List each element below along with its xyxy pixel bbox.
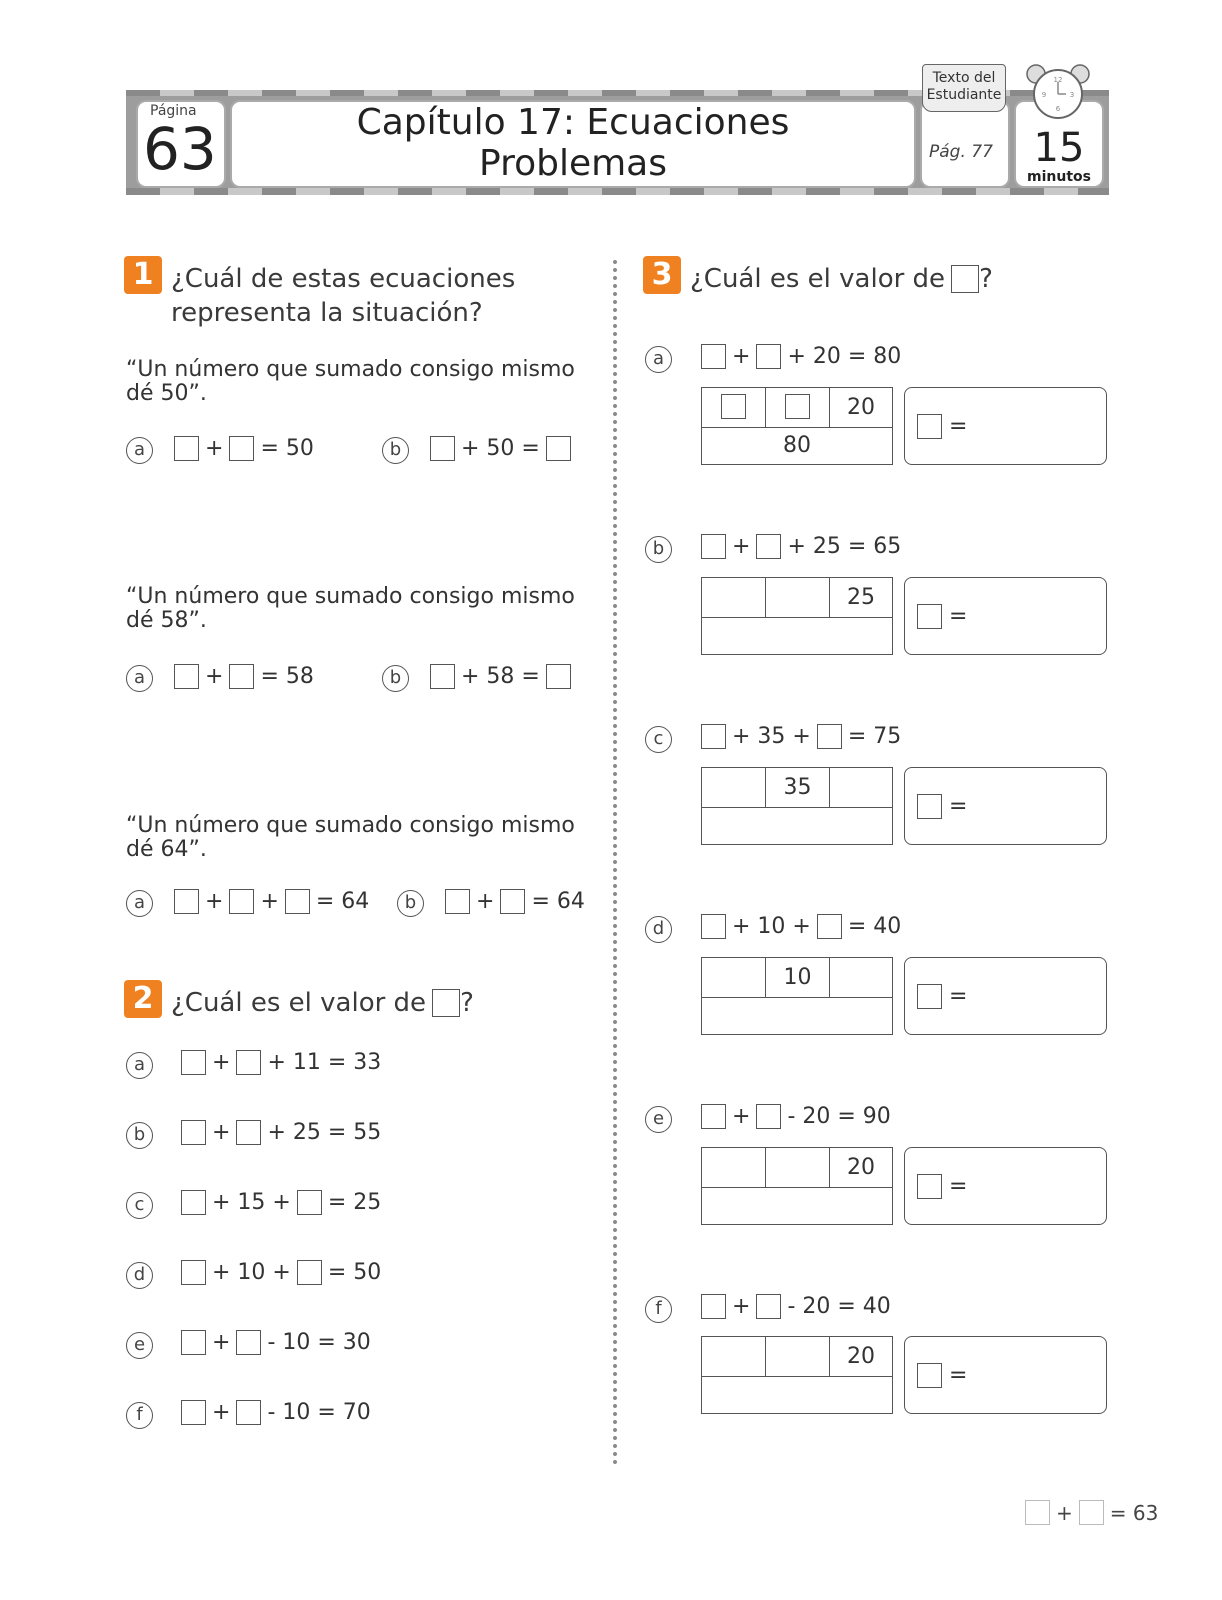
book-page: Pág. 77 <box>929 142 993 162</box>
blank-box[interactable] <box>236 1050 261 1075</box>
item-f-marker: f <box>126 1402 153 1429</box>
bar-total <box>702 1187 892 1224</box>
blank-box[interactable] <box>817 724 842 749</box>
option-b-marker[interactable]: b <box>382 665 409 692</box>
footer-page-equation: + = 63 <box>1025 1500 1160 1525</box>
equation-option-a: + = 58 <box>174 664 316 689</box>
bar-model <box>701 577 893 655</box>
blank-box[interactable] <box>181 1400 206 1425</box>
blank-box[interactable] <box>229 664 254 689</box>
column-divider <box>613 258 617 1464</box>
blank-box[interactable] <box>229 889 254 914</box>
section1-number: 1 <box>124 256 162 294</box>
equation-option-b: + 58 = <box>430 664 571 689</box>
answer-box: = <box>904 577 1107 655</box>
answer-box: = <box>904 767 1107 845</box>
blank-box[interactable] <box>236 1330 261 1355</box>
bar-known-part: 25 <box>847 585 875 610</box>
equation-b: + + 25 = 55 <box>181 1120 383 1145</box>
item-c-marker: c <box>126 1192 153 1219</box>
blank-box[interactable] <box>756 344 781 369</box>
blank-box[interactable] <box>701 1104 726 1129</box>
equation-c: + 35 + = 75 <box>701 724 903 749</box>
option-b-marker[interactable]: b <box>382 437 409 464</box>
chapter-title-line2: Problemas <box>479 143 667 184</box>
situation-quote: “Un número que sumado consigo mismo dé 50”. <box>126 357 575 406</box>
book-label-line2: Estudiante <box>926 87 1002 103</box>
bar-known-part: 35 <box>766 768 830 807</box>
blank-box <box>785 394 810 419</box>
blank-box <box>917 794 942 819</box>
alarm-clock-icon <box>1022 62 1094 124</box>
blank-box <box>917 604 942 629</box>
option-a-marker[interactable]: a <box>126 665 153 692</box>
blank-box[interactable] <box>181 1120 206 1145</box>
option-a-marker[interactable]: a <box>126 890 153 917</box>
blank-box[interactable] <box>229 436 254 461</box>
blank-box[interactable] <box>297 1190 322 1215</box>
blank-box[interactable] <box>181 1260 206 1285</box>
section1-question-line2: representa la situación? <box>171 298 483 328</box>
situation-quote: “Un número que sumado consigo mismo dé 64”. <box>126 813 575 862</box>
title-box <box>230 100 916 188</box>
bar-model <box>701 1147 893 1225</box>
blank-box[interactable] <box>174 436 199 461</box>
clock-number-9: 9 <box>1041 91 1047 99</box>
blank-box[interactable] <box>181 1190 206 1215</box>
bar-known-part: 20 <box>847 395 875 420</box>
item-d-marker: d <box>645 916 672 943</box>
equation-e: + - 10 = 30 <box>181 1330 373 1355</box>
blank-box[interactable] <box>430 436 455 461</box>
bar-model <box>701 767 893 845</box>
blank-box[interactable] <box>174 889 199 914</box>
blank-box <box>1025 1500 1050 1525</box>
blank-box <box>721 394 746 419</box>
section3-number: 3 <box>643 256 681 294</box>
equation-f: + - 20 = 40 <box>701 1294 893 1319</box>
bar-model <box>701 957 893 1035</box>
item-d-marker: d <box>126 1262 153 1289</box>
clock-number-6: 6 <box>1055 105 1061 113</box>
bar-total <box>702 807 892 844</box>
item-b-marker: b <box>126 1122 153 1149</box>
bar-known-part: 20 <box>847 1155 875 1180</box>
situation-quote: “Un número que sumado consigo mismo dé 58”. <box>126 584 575 633</box>
blank-box[interactable] <box>756 534 781 559</box>
equation-f: + - 10 = 70 <box>181 1400 373 1425</box>
page-number-box <box>136 100 226 188</box>
bar-total <box>702 617 892 654</box>
blank-box <box>951 265 979 293</box>
blank-box[interactable] <box>701 1294 726 1319</box>
bar-total <box>702 1376 892 1413</box>
blank-box[interactable] <box>181 1050 206 1075</box>
blank-box[interactable] <box>701 724 726 749</box>
chapter-title-line1: Capítulo 17: Ecuaciones <box>356 102 790 143</box>
item-e-marker: e <box>126 1332 153 1359</box>
bar-total: 80 <box>783 433 811 458</box>
blank-box[interactable] <box>174 664 199 689</box>
blank-box <box>917 1174 942 1199</box>
blank-box[interactable] <box>546 436 571 461</box>
equation-c: + 15 + = 25 <box>181 1190 383 1215</box>
item-a-marker: a <box>645 346 672 373</box>
blank-box <box>917 1363 942 1388</box>
time-unit: minutos <box>1027 169 1091 185</box>
option-a-marker[interactable]: a <box>126 437 153 464</box>
blank-box <box>1079 1500 1104 1525</box>
blank-box[interactable] <box>817 914 842 939</box>
blank-box[interactable] <box>181 1330 206 1355</box>
item-f-marker: f <box>645 1296 672 1323</box>
answer-box: = <box>904 387 1107 465</box>
clock-number-12: 12 <box>1053 76 1063 84</box>
equation-option-b: + 50 = <box>430 436 571 461</box>
blank-box[interactable] <box>756 1104 781 1129</box>
section1-question-line1: ¿Cuál de estas ecuaciones <box>171 264 516 294</box>
equation-d: + 10 + = 40 <box>701 914 903 939</box>
section2-number: 2 <box>124 980 162 1018</box>
equation-a: + + 20 = 80 <box>701 344 903 369</box>
blank-box <box>917 414 942 439</box>
blank-box <box>432 989 460 1017</box>
equation-option-a: + = 50 <box>174 436 316 461</box>
section2-question: ¿Cuál es el valor de ? <box>171 988 474 1018</box>
blank-box[interactable] <box>546 664 571 689</box>
equation-a: + + 11 = 33 <box>181 1050 383 1075</box>
section3-question: ¿Cuál es el valor de ? <box>690 264 993 294</box>
blank-box[interactable] <box>430 664 455 689</box>
equation-option-b: + = 64 <box>445 889 587 914</box>
bar-known-part: 10 <box>766 958 830 997</box>
item-b-marker: b <box>645 536 672 563</box>
blank-box[interactable] <box>236 1120 261 1145</box>
equation-d: + 10 + = 50 <box>181 1260 383 1285</box>
book-reference-box <box>920 100 1010 188</box>
answer-box: = <box>904 1336 1107 1414</box>
answer-box: = <box>904 1147 1107 1225</box>
blank-box[interactable] <box>285 889 310 914</box>
blank-box[interactable] <box>701 914 726 939</box>
blank-box[interactable] <box>297 1260 322 1285</box>
item-a-marker: a <box>126 1052 153 1079</box>
page-number: 63 <box>143 115 217 183</box>
blank-box[interactable] <box>701 344 726 369</box>
answer-box: = <box>904 957 1107 1035</box>
blank-box[interactable] <box>445 889 470 914</box>
book-label-line1: Texto del <box>932 70 996 86</box>
bar-total <box>702 997 892 1034</box>
item-e-marker: e <box>645 1106 672 1133</box>
equation-e: + - 20 = 90 <box>701 1104 893 1129</box>
equation-option-a: + + = 64 <box>174 889 371 914</box>
blank-box <box>917 984 942 1009</box>
book-icon <box>922 64 1006 112</box>
equation-b: + + 25 = 65 <box>701 534 903 559</box>
bar-model <box>701 387 893 465</box>
item-c-marker: c <box>645 726 672 753</box>
time-value: 15 <box>1033 125 1085 171</box>
blank-box[interactable] <box>756 1294 781 1319</box>
page-label: Página <box>150 103 197 119</box>
bar-known-part: 20 <box>847 1344 875 1369</box>
option-b-marker[interactable]: b <box>397 890 424 917</box>
bar-model <box>701 1336 893 1414</box>
blank-box[interactable] <box>236 1400 261 1425</box>
blank-box[interactable] <box>500 889 525 914</box>
blank-box[interactable] <box>701 534 726 559</box>
clock-number-3: 3 <box>1069 91 1075 99</box>
